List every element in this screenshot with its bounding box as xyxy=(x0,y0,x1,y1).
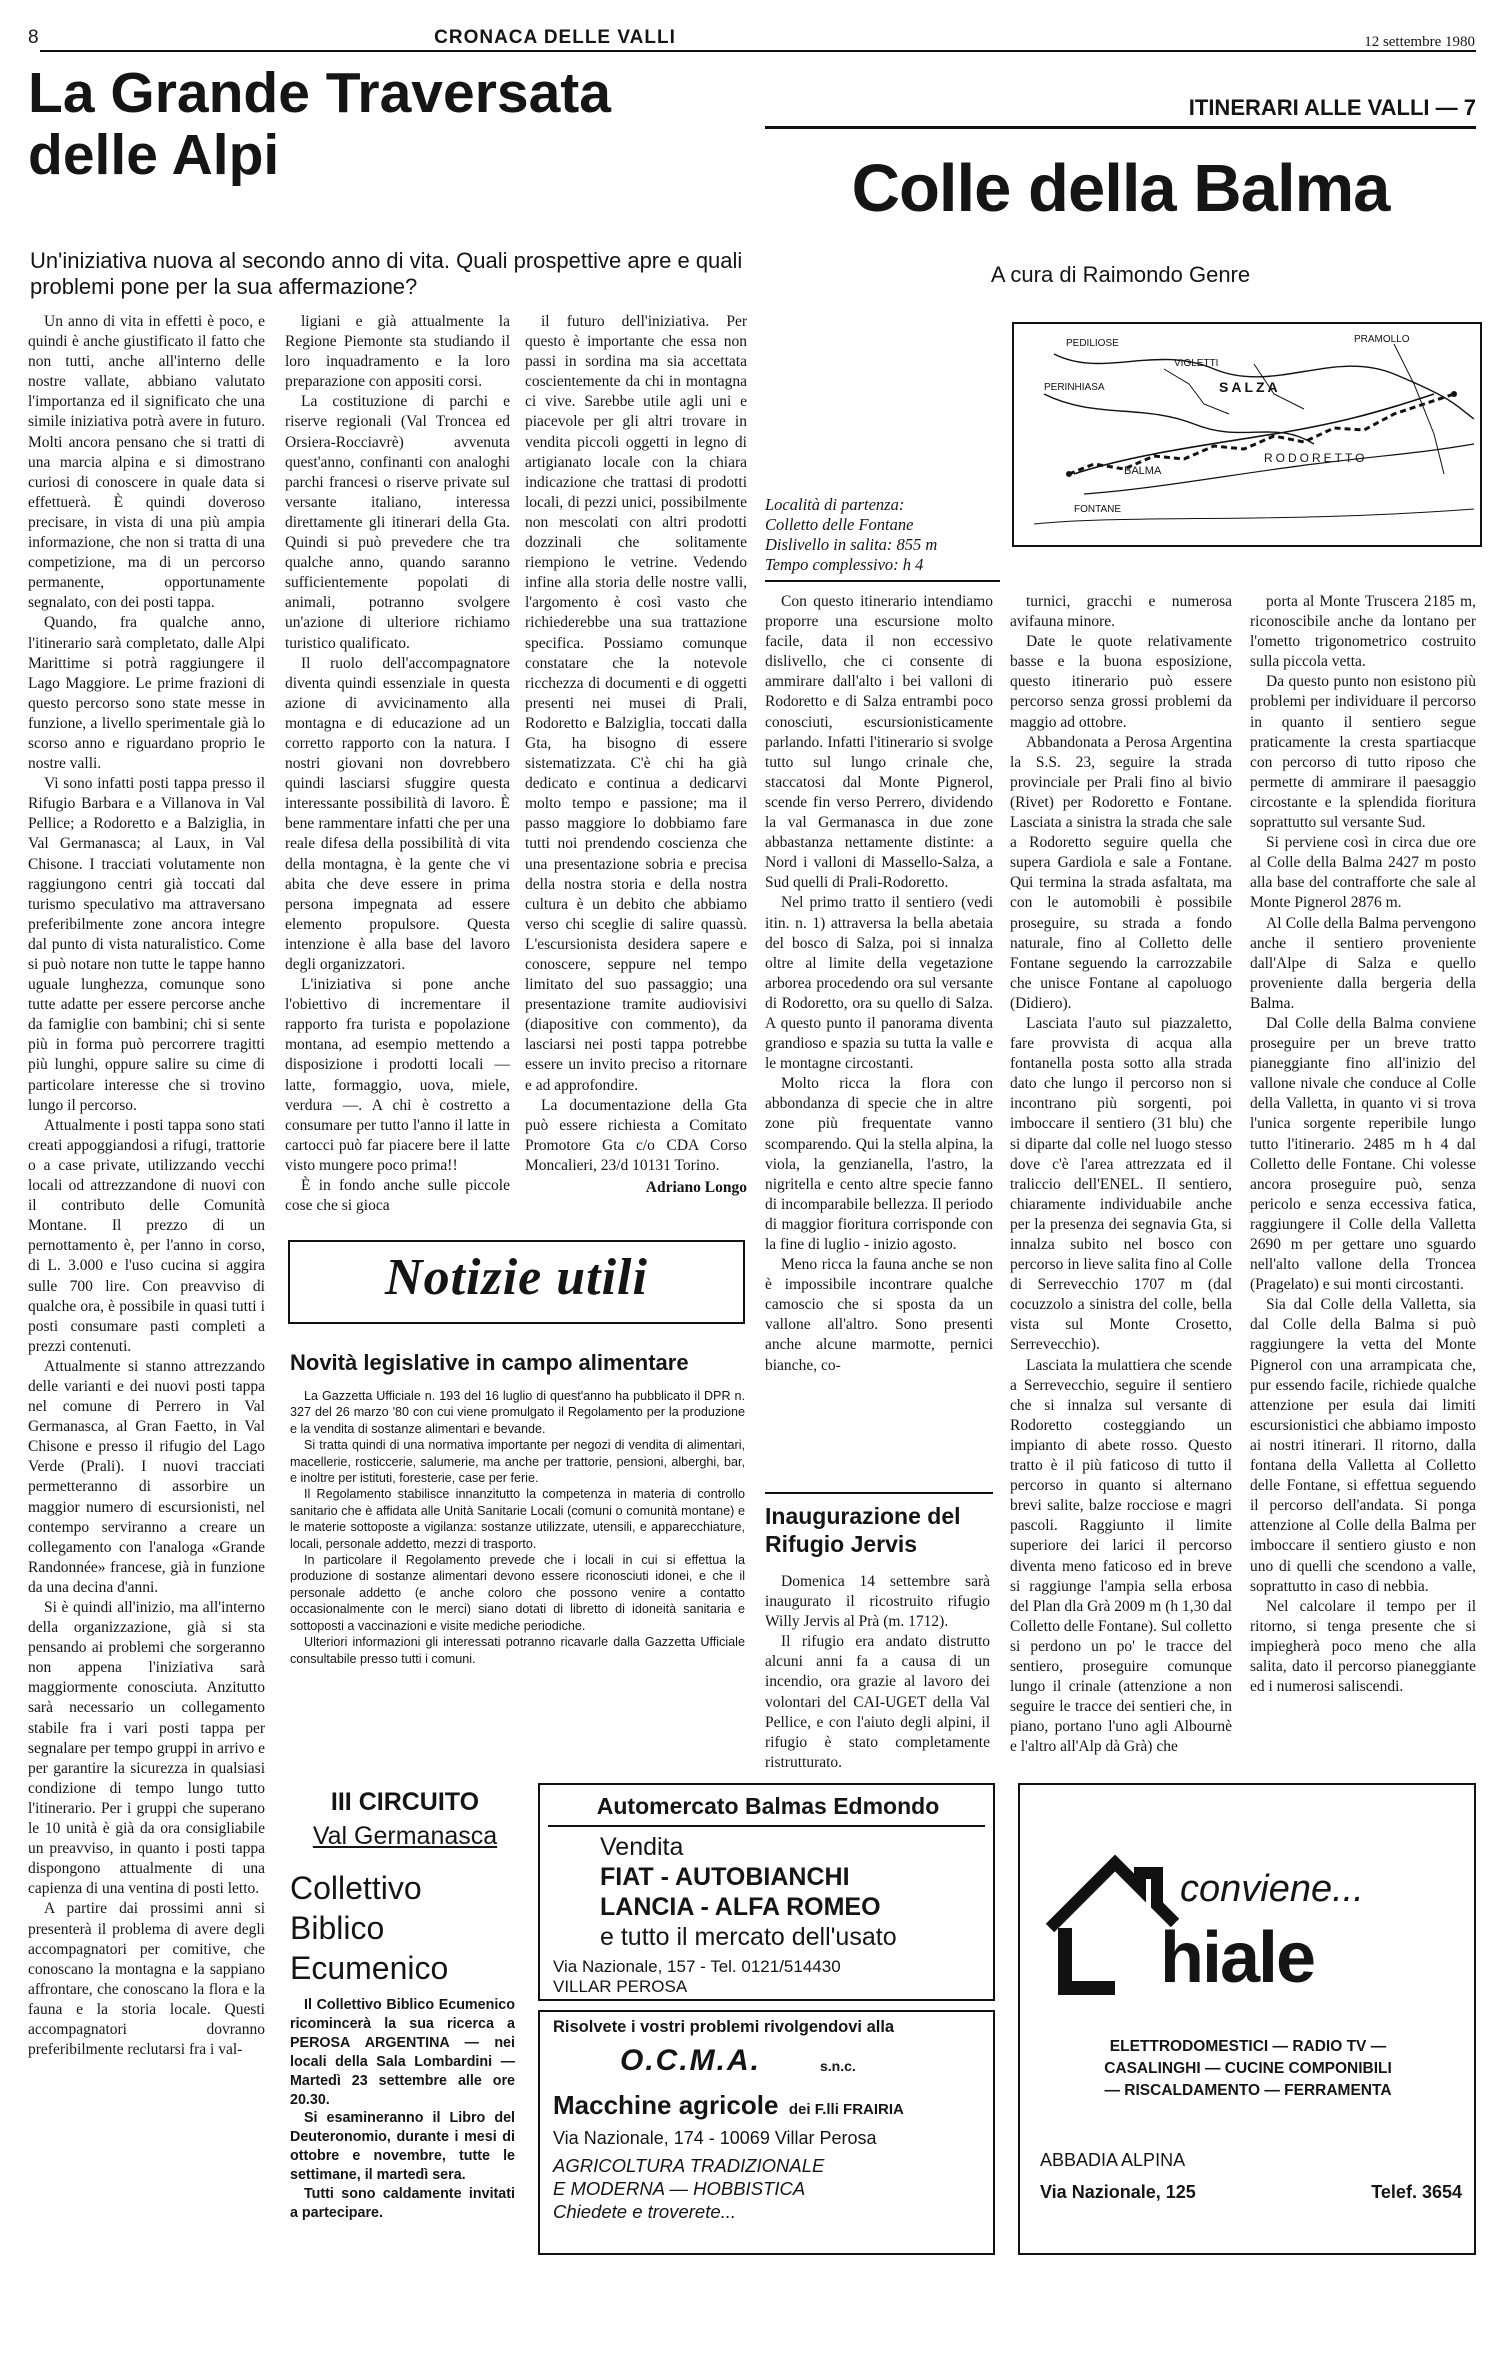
ad-ocma-name: O.C.M.A. xyxy=(620,2044,761,2077)
notizie-body xyxy=(290,1388,745,1773)
ad-balmas-line4: e tutto il mercato dell'usato xyxy=(600,1923,897,1951)
paragraph: Attualmente si stanno attrezzando delle varianti e dei nuovi posti tappa nel comune di Perrero in Val Germanasca, al Gran Faetto, in Val Chisone e presso il rifugio del Lago Verde (Prali). I nuovi tracciati permetteranno di assorbire un maggior numero di escursionisti, nel contempo serviranno a creare un collegamento con l'analoga «Grande Randonnée» francese, già in funzione da una decina d'anni. xyxy=(28,1357,265,1596)
paragraph: Nel calcolare il tempo per il ritorno, si tenga presente che si impiegherà poco meno che alla salita, dato il percorso pianeggiante ed i numerosi saliscendi. xyxy=(1250,1597,1476,1696)
paragraph: La documentazione della Gta può essere richiesta a Comitato Promotore Gta c/o CDA Corso Moncalieri, 23/d 10131 Torino. xyxy=(525,1096,747,1174)
ad-balmas-city: VILLAR PEROSA xyxy=(553,1977,688,1996)
paragraph: Date le quote relativamente basse e la buona esposizione, questo itinerario può essere percorso senza grossi problemi da maggio ad ottobre. xyxy=(1010,633,1232,731)
right-col-3 xyxy=(1250,592,1476,1772)
ad-balmas-line1: Vendita xyxy=(600,1833,684,1861)
paragraph: turnici, gracchi e numerosa avifauna minore. xyxy=(1010,593,1232,631)
left-col-3 xyxy=(525,312,747,1232)
ad-chiale-products-2: CASALINGHI — CUCINE COMPONIBILI xyxy=(1104,2060,1392,2077)
section-rule xyxy=(765,126,1476,129)
map-label: FONTANE xyxy=(1074,504,1122,515)
paragraph: Molto ricca la flora con abbondanza di specie che in altre zone più frequentate vanno scomparendo. Qui la stella alpina, la viola, la genzianella, l'astro, la nigritella e cento altre specie fanno di incomparabile bellezza. Il periodo di maggior fioritura corrisponde con la fine di luglio - inizio agosto. xyxy=(765,1075,993,1253)
inaugurazione-title-1: Inaugurazione del xyxy=(765,1503,961,1529)
left-article-title xyxy=(28,62,648,186)
paragraph: Al Colle della Balma pervengono anche il sentiero proveniente dall'Alpe di Salza e quello proveniente dalla bergeria della Balma. xyxy=(1250,914,1476,1012)
ad-chiale-address: Via Nazionale, 125 xyxy=(1040,2182,1196,2202)
paragraph: ligiani e già attualmente la Regione Piemonte sta studiando il loro inquadramento e la loro preparazione con appositi corsi. xyxy=(285,313,510,391)
ad-ocma-machines: Macchine agricole xyxy=(553,2090,779,2120)
signature: Adriano Longo xyxy=(645,1179,747,1197)
paragraph: porta al Monte Truscera 2185 m, riconoscibile anche da lontano per l'ometto trigonometrico costruito sulla piccola vetta. xyxy=(1250,593,1476,671)
ad-balmas-rule xyxy=(548,1825,985,1827)
right-article-title: Colle della Balma xyxy=(851,151,1390,226)
ad-balmas-address: Via Nazionale, 157 - Tel. 0121/514430 xyxy=(553,1957,841,1976)
paragraph: Domenica 14 settembre sarà inaugurato il ricostruito rifugio Willy Jervis al Prà (m. 1712). xyxy=(765,1573,990,1631)
issue-date: 12 settembre 1980 xyxy=(1364,34,1475,50)
ad-balmas-line2: FIAT - AUTOBIANCHI xyxy=(600,1863,850,1891)
notizie-utili-title: Notizie utili xyxy=(385,1249,648,1306)
route-info-start-label: Località di partenza: xyxy=(765,495,905,514)
paragraph: Abbandonata a Perosa Argentina la S.S. 23, seguire la strada provinciale per Prali fino al bivio (Rivet) per Rodoretto e Fontane. Lasciata a sinistra la strada che sale a Rodoretto seguire quella che supera Gardiola e sale a Fontane. Qui termina la strada asfaltata, ma con le automobili è possibile proseguire, su strada a fondo naturale, fino al Colletto delle Fontane seguendo la carrozzabile che unisce Fontane al capoluogo (Didiero). xyxy=(1010,733,1232,1012)
paragraph: Quando, fra qualche anno, l'itinerario sarà completato, dalle Alpi Marittime si potrà raggiungere il Lago Maggiore. Le prime frazioni di questo percorso sono state messe in funzione, a livello sperimentale già lo scorso anno e riguardano proprio le nostre valli. xyxy=(28,614,265,773)
ad-ocma-slogan-1: AGRICOLTURA TRADIZIONALE xyxy=(553,2155,825,2176)
paragraph: Nel primo tratto il sentiero (vedi itin. n. 1) attraversa la bella abetaia del bosco di Salza, poi si innalza oltre al limite della vegetazione arborea procedendo ora sul versante di Rodoretto, ora su quello di Salza. A questo punto il panorama diventa grandioso e spazia su tutta la valle e le montagne circostanti. xyxy=(765,894,993,1073)
left-article-subtitle: Un'iniziativa nuova al secondo anno di vita. Quali prospettive apre e quali problemi pone per la sua affermazione? xyxy=(30,248,743,299)
paragraph: In particolare il Regolamento prevede che i locali in cui si effettua la produzione di sostanze alimentari devono essere riconosciuti idonei, e che il personale addetto (e anche coloro che possono venire a contatto occasionalmente con le merci) siano dotati di libretto di idoneità sanitaria e sottoposti a vaccinazioni e visite mediche periodiche. xyxy=(290,1553,745,1633)
page-number: 8 xyxy=(28,27,39,48)
map-label: VIGLETTI xyxy=(1174,358,1219,369)
right-article-author: A cura di Raimondo Genre xyxy=(990,262,1251,287)
paragraph: La Gazzetta Ufficiale n. 193 del 16 luglio di quest'anno ha pubblicato il DPR n. 327 del 26 marzo '80 con cui viene promulgato il Regolamento per la produzione e la vendita di sostanze alimentari e bevande. xyxy=(290,1389,745,1436)
paragraph: Si esamineranno il Libro del Deuteronomio, durante i mesi di ottobre e novembre, tutte le settimane, il martedì sera. xyxy=(290,2110,515,2184)
circuito-big-3: Ecumenico xyxy=(290,1950,449,1986)
paragraph: Con questo itinerario intendiamo proporre una escursione molto facile, data il non eccessivo dislivello, che ci consente di ammirare dall'alto i bei valloni di Rodoretto e di Salza entrambi poco conosciuti, escursionisticamente parlando. Infatti l'itinerario si svolge tutto sul lungo crinale che, staccatosi dal Monte Pignerol, scende fin verso Perrero, dividendo la val Germanasca in due zone abbastanza nettamente distinte: a Nord i valloni di Massello-Salza, a Sud quelli di Prali-Rodoretto. xyxy=(765,593,993,892)
inaugurazione-title xyxy=(765,1502,993,1558)
paragraph: Lasciata la mulattiera che scende a Serrevecchio, seguire il sentiero che si innalza sul versante di Rodoretto costeggiando un impianto di abete rosso. Questo tratto è il più faticoso di tutto il percorso in quanto si alternano brevi salite, balze rocciose e magri pascoli. Raggiunto il limite superiore dei larici il percorso diventa meno faticoso ed in breve si raggiunge l'ampia sella erbosa del Plan dla Grà 2009 m (h 1,30 dal Colletto delle Fontane). Sul colletto si perdono un po' le tracce del sentiero, proseguire comunque lungo il crinale (attenzione a non seguire le tracce dei sentieri che, in piano, portano l'uno agli Albournè e l'altro all'Alp dà Grà) che xyxy=(1010,1356,1232,1756)
paragraph: A partire dai prossimi anni si presenterà il problema di avere degli accompagnatori per comitive, che conoscano la montagna e la sappiano affrontare, che conoscano la flora e la fauna e la storia locale. Questi accompagnatori dovranno preferibilmente reclutarsi fra i val- xyxy=(28,1900,265,2059)
circuito-body xyxy=(290,1996,515,2276)
ad-chiale-phone: Telef. 3654 xyxy=(1371,2182,1462,2202)
route-info-time: Tempo complessivo: h 4 xyxy=(765,555,924,574)
paragraph: Meno ricca la fauna anche se non è impossibile incontrare qualche camoscio che si sposta da un vallone all'altro. Sono presenti anche alcune marmotte, pernici bianche, co- xyxy=(765,1256,993,1374)
inaugurazione-body xyxy=(765,1572,990,1772)
masthead: CRONACA DELLE VALLI xyxy=(434,27,676,48)
route-info-start: Colletto delle Fontane xyxy=(765,515,914,534)
circuito-line2: Val Germanasca xyxy=(312,1822,498,1850)
ad-ocma-suffix: s.n.c. xyxy=(820,2058,856,2074)
paragraph: Il rifugio era andato distrutto alcuni anni fa a causa di un incendio, ora grazie al lavoro dei volontari del CAI-UGET della Val Pellice, e con l'aiuto degli alpini, il rifugio è stato completamente ristrutturato. xyxy=(765,1633,990,1771)
ad-ocma-slogan xyxy=(553,2154,993,2223)
paragraph: La costituzione di parchi e riserve regionali (Val Troncea ed Orsiera-Rocciavrè) avvenuta quest'anno, confinanti con analoghi parchi francesi o riserve private sul versante italiano, interessa direttamente gli itinerari della Gta. Quindi si può prevedere che tra qualche anno, quando saranno sufficientemente popolati di animali, potranno svolgere un'azione di ulteriore richiamo turistico qualificato. xyxy=(285,393,510,652)
route-info-elevation: Dislivello in salita: 855 m xyxy=(765,535,938,554)
map-label: PERINHIASA xyxy=(1044,382,1105,393)
title-line-1: La Grande Traversata xyxy=(28,61,611,125)
ad-ocma-intro: Risolvete i vostri problemi rivolgendovi alla xyxy=(553,2018,895,2036)
paragraph: Sia dal Colle della Valletta, sia dal Colle della Balma si può raggiungere la vetta del Monte Pignerol con una arrampicata che, pur essendo facile, richiede qualche attenzione per esula dai limiti escursionistici che abbiamo imposto ai nostri itinerari. Il ritorno, dalla fontana della Valletta al Colletto delle Fontane, si effettua seguendo il percorso dell'andata. Si ponga attenzione al Colle della Balma per imboccare il sentiero giusto e non uno di quelli che scendono a valle, soprattutto in caso di nebbia. xyxy=(1250,1296,1476,1595)
paragraph: Il ruolo dell'accompagnatore diventa quindi essenziale in questa azione di avvicinamento alla montagna e di educazione ad un corretto rapporto con la natura. I nostri giovani non dovrebbero quindi lasciarsi sfuggire questa interessante possibilità di lavoro. È bene rammentare infatti che per una reale difesa della possibilità di vita della montagna, è la gente che vi abita che deve essere in prima persona impegnata ad essere elemento propulsore. Questa intenzione è alla base del lavoro degli organizzatori. xyxy=(285,654,510,973)
ad-balmas-line3: LANCIA - ALFA ROMEO xyxy=(600,1893,881,1921)
paragraph: Si tratta quindi di una normativa importante per negozi di vendita di alimentari, macellerie, rosticcerie, salumerie, ma anche per trattorie, pensioni, alberghi, bar, e inoltre per istituti, foresterie, case per ferie. xyxy=(290,1438,745,1486)
paragraph: L'iniziativa si pone anche l'obiettivo di incrementare il rapporto fra turista e popolazione montana, ad esempio mettendo a disposizione i prodotti locali — latte, formaggio, uova, miele, verdura —. A chi è costretto a consumare per tutto l'anno il latte in cartocci può far piacere bere il latte visto mungere poco prima!! xyxy=(285,976,510,1174)
ad-chiale-tagline: conviene... xyxy=(1180,1868,1364,1910)
paragraph: Il Regolamento stabilisce innanzitutto la competenza in materia di controllo sanitario che è affidata alle Unità Sanitarie Locali (comuni o comunità montane) e le materie sottoposte a vigilanza: sostanze utilizzate, utensili, e apparecchiature, locali, personale addetto, mezzi di trasporto. xyxy=(290,1487,745,1551)
ad-chiale-brand: hiale xyxy=(1160,1918,1315,1998)
inaugurazione-rule xyxy=(765,1492,993,1494)
circuito-line1: III CIRCUITO xyxy=(330,1788,480,1816)
circuito-big-2: Biblico xyxy=(290,1910,385,1946)
map-label: PRAMOLLO xyxy=(1354,334,1410,345)
paragraph: Ulteriori informazioni gli interessati potranno ricavarle dalla Gazzetta Ufficiale consultabile presso tutti i comuni. xyxy=(290,1635,745,1666)
ad-balmas-body xyxy=(600,1832,985,1952)
notizie-headline: Novità legislative in campo alimentare xyxy=(290,1350,689,1375)
ad-ocma-title xyxy=(553,2090,993,2121)
paragraph: Dal Colle della Balma conviene proseguire per un breve tratto pianeggiante fino all'inizio del vallone nivale che conduce al Colle della Valletta, in quanto vi si trova l'unica sorgente reperibile lungo tutto l'itinerario. 2485 m h 4 dal Colletto delle Fontane. Chi volesse ancora proseguire può, senza pericolo e senza eccessiva fatica, raggiungere il Colle della Valletta 2690 m per gettare uno sguardo nell'alto vallone della Troncea (Pragelato) e sui monti circostanti. xyxy=(1250,1014,1476,1294)
ad-chiale-city: ABBADIA ALPINA xyxy=(1040,2150,1186,2170)
circuito-big-1: Collettivo xyxy=(290,1870,422,1906)
ad-ocma-brothers: dei F.lli FRAIRIA xyxy=(788,2101,904,2118)
inaugurazione-title-2: Rifugio Jervis xyxy=(765,1531,918,1557)
route-map-drawing xyxy=(1014,324,1480,545)
paragraph: Il Collettivo Biblico Ecumenico ricomincerà la sua ricerca a PEROSA ARGENTINA — nei locali della Sala Lombardini — Martedì 23 settembre alle ore 20.30. xyxy=(290,1997,515,2108)
paragraph: Lasciata l'auto sul piazzaletto, fare provvista di acqua alla fontanella posta sotto alla strada dato che lungo il percorso non si incontrano più sorgenti, poi imboccare il sentiero (31 blu) che si diparte dal colle nel luogo stesso dove c'è l'area attrezzata ed il traliccio dell'ENEL. Il sentiero, chiaramente individuabile anche per la presenza dei segnavia Gta, si innalza subito nel bosco con percorso in lieve salita fino al Colle di Serrevecchio 1707 m (dal cocuzzolo a sinistra del colle, bella vista sul Monte Crosetto, Serrevecchio). xyxy=(1010,1014,1232,1354)
paragraph: Si perviene così in circa due ore al Colle della Balma 2427 m posto alla base del contrafforte che sale al Monte Pignerol 2876 m. xyxy=(1250,834,1476,912)
route-info xyxy=(765,495,1005,575)
paragraph: Vi sono infatti posti tappa presso il Rifugio Barbara e a Villanova in Val Pellice; a Rodoretto e a Balziglia, in Val Germanasca; al Laux, in Val Chisone. I tracciati volutamente non raggiungono centri già toccati dal turismo speculativo ma attraversano preferibilmente zone ancora integre dal punto di vista naturalistico. Come si può notare non tutte le tappe hanno uguale lunghezza, comunque sono tutte adatte per essere percorse anche da famiglie con bambini; chi si sente più in forma può percorrere tragitti più lunghi, oppure salire su cime di particolare interesse che si trovino lungo il percorso. xyxy=(28,775,265,1114)
map-label: PEDILIOSE xyxy=(1066,338,1119,349)
paragraph: Un anno di vita in effetti è poco, e quindi è anche giustificato il fatto che non tutti, anche all'interno delle nostre vallate, abbiano valutato l'importanza ed il significato che una simile iniziativa potrà avere in futuro. Molti ancora pensano che si tratti di una marcia alpina e si dimostrano curiosi di conoscere in quale data si effettuerà. È quindi doveroso precisare, in vista di una più ampia informazione, che non si tratta di una competizione, ma di un percorso permanente, opportunamente segnalato, con dei posti tappa. xyxy=(28,313,265,612)
circuito-big-title xyxy=(290,1868,520,1988)
ad-chiale-products-1: ELETTRODOMESTICI — RADIO TV — xyxy=(1109,2038,1387,2055)
section-label: ITINERARI ALLE VALLI — 7 xyxy=(1188,95,1476,120)
title-line-2: delle Alpi xyxy=(28,123,280,187)
paragraph: Attualmente i posti tappa sono stati creati appoggiandosi a rifugi, trattorie o a case private, utilizzando vecchi locali od attrezzandone di nuovi con il contributo delle Comunità Montane. Il prezzo di un pernottamento è, per l'anno in corso, di L. 3.000 e l'uso cucina si aggira sulle 700 lire. Con preavviso di qualche ora, è possibile in quasi tutti i posti consumare pasti completi a prezzi contenuti. xyxy=(28,1116,265,1355)
left-col-1 xyxy=(28,312,265,2270)
header-rule xyxy=(40,50,1476,52)
route-map xyxy=(1012,322,1482,547)
ad-balmas-name: Automercato Balmas Edmondo xyxy=(596,1793,940,1819)
right-col-1 xyxy=(765,592,993,1512)
map-label: BALMA xyxy=(1124,465,1162,477)
left-col-2 xyxy=(285,312,510,1232)
paragraph: Da questo punto non esistono più problemi per individuare il percorso in quanto il sentiero segue praticamente la cresta spartiacque con percorso di tutto riposo che permette di ammirare il paesaggio circostante e la splendida fioritura soprattutto sul versante Sud. xyxy=(1250,673,1476,832)
paragraph: Tutti sono caldamente invitati a partecipare. xyxy=(290,2186,515,2221)
ad-chiale-products xyxy=(1030,2036,1466,2102)
paragraph: Si è quindi all'inizio, ma all'interno della organizzazione, già si sta pensando ai problemi che sorgeranno non appena l'iniziativa sarà maggiormente conosciuta. Anzitutto sarà necessario un collegamento stabile fra i vari posti tappa per segnalare per tempo gruppi in arrivo e per garantire la sicurezza in qualsiasi condizione di tempo lungo tutto l'itinerario. Per i gruppi che superano le 10 unità è già da ora consigliabile un preavviso, in quanto i posti tappa dispongono attualmente di una capienza di una ventina di posti letto. xyxy=(28,1599,265,1898)
ad-ocma-slogan-2: E MODERNA — HOBBISTICA xyxy=(553,2178,806,2199)
ad-ocma-address: Via Nazionale, 174 - 10069 Villar Perosa xyxy=(553,2128,877,2148)
ad-chiale-products-3: — RISCALDAMENTO — FERRAMENTA xyxy=(1104,2082,1392,2099)
right-col-2 xyxy=(1010,592,1232,1772)
info-rule xyxy=(765,580,1000,582)
map-label: SALZA xyxy=(1219,379,1281,395)
ad-ocma-slogan-3: Chiedete e troverete... xyxy=(553,2201,737,2222)
paragraph: il futuro dell'iniziativa. Per questo è importante che essa non passi in sordina ma sia accettata coscientemente da chi in montagna ci vive. Sarebbe utile agli uni e piacevole per gli altri trovare in vendita piccoli oggetti in legno di artigianato locale con la chiara indicazione che trattasi di prodotti locali, di pezzi unici, possibilmente non mescolati con altri prodotti dozzinali che solitamente riempiono le vetrine. Vedendo infine alla storia delle nostre valli, l'argomento è così vasto che richiederebbe una sua trattazione specifica. Possiamo comunque constatare che la notevole ricchezza di documenti e di oggetti presenti nei musei di Prali, Rodoretto e Balziglia, toccati dalla Gta, ha bisogno di essere sistematizzata. C'è chi ha già dedicato e continua a dedicarvi molto tempo e passione; ma il passo maggiore lo dobbiamo fare tutti noi prendendo coscienza che una presentazione sobria e precisa della nostra storia e della nostra cultura è un debito che abbiamo verso chi sceglie di salire quassù. L'escursionista desidera sapere e conoscere, seppure nel tempo limitato del suo passaggio; una presentazione tramite audiovisivi (diapositive con commento), da lasciarsi nei posti tappa potrebbe essere un invito preciso a ritornare e ad approfondire. xyxy=(525,313,747,1094)
map-label: RODORETTO xyxy=(1264,451,1368,465)
paragraph: È in fondo anche sulle piccole cose che si gioca xyxy=(285,1177,510,1215)
